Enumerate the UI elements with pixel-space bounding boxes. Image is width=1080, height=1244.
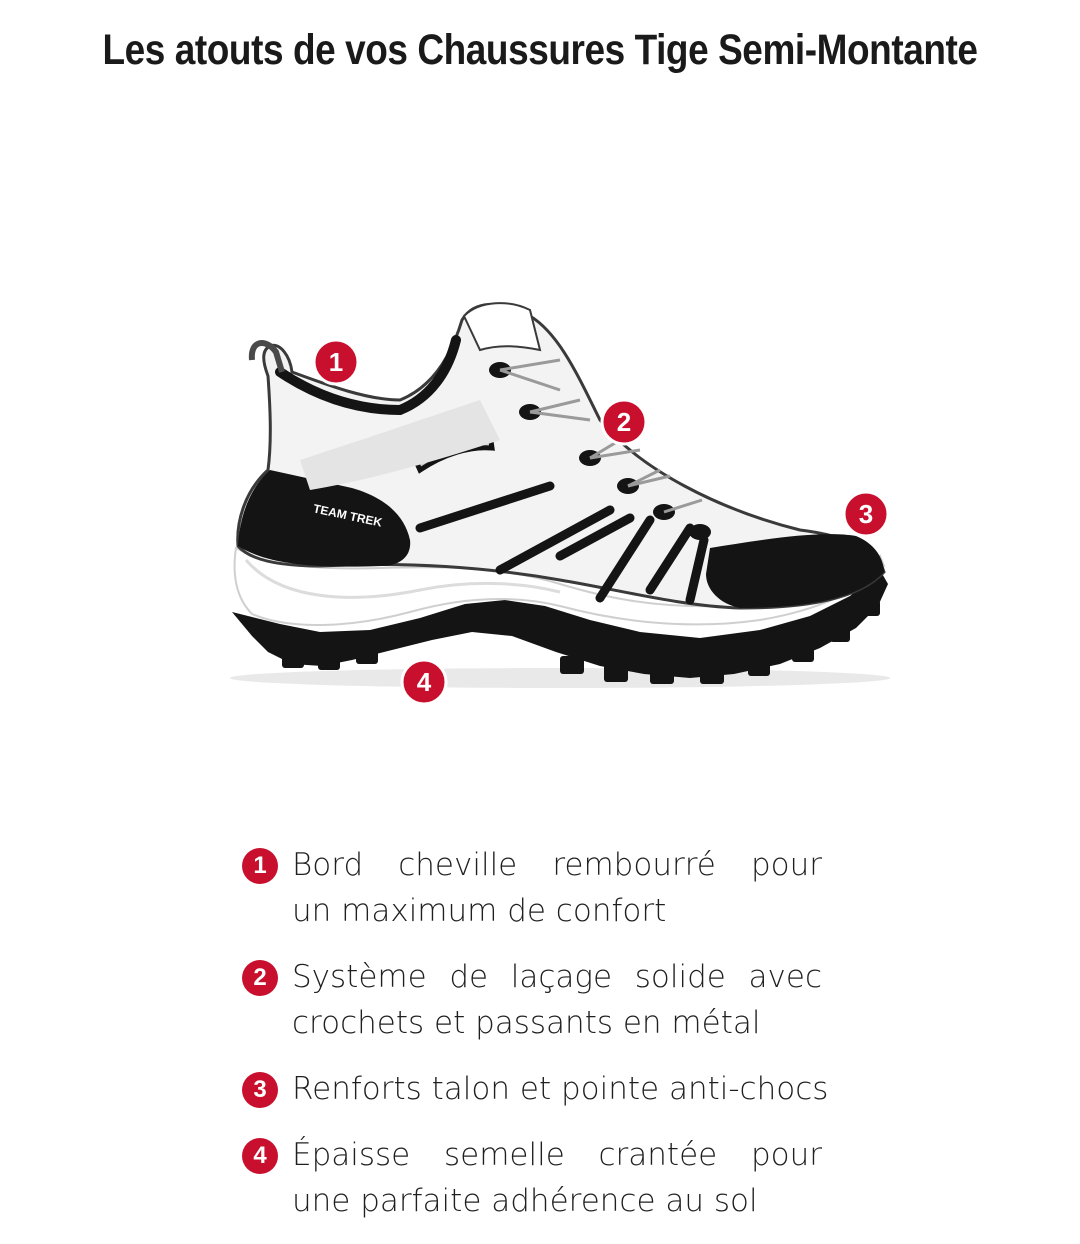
feature-item-1: [242, 842, 822, 934]
feature-text-line: Épaisse semelle crantée pour: [292, 1137, 822, 1173]
feature-text-line: Système de laçage solide avec: [292, 959, 822, 995]
feature-number-badge: 3: [242, 1072, 278, 1108]
svg-text:1: 1: [328, 347, 344, 377]
feature-text-line: une parfaite adhérence au sol: [292, 1183, 758, 1219]
feature-number-badge: 2: [242, 960, 278, 996]
page-title: Les atouts de vos Chaussures Tige Semi-Montante: [102, 26, 978, 74]
feature-item-3: [242, 1066, 829, 1112]
feature-text-line: crochets et passants en métal: [292, 1005, 761, 1041]
marker-1: [314, 340, 358, 384]
feature-number-badge: 1: [242, 848, 278, 884]
feature-list: [242, 842, 829, 1244]
svg-text:2: 2: [616, 407, 632, 437]
feature-text-line: un maximum de confort: [292, 893, 667, 929]
marker-4: [402, 660, 446, 704]
brand-logo: TEAM TREK: [311, 501, 384, 530]
marker-2: [602, 400, 646, 444]
feature-text-line: Renforts talon et pointe anti-chocs: [292, 1071, 829, 1107]
feature-item-2: [242, 954, 822, 1046]
svg-text:4: 4: [416, 667, 432, 697]
marker-3: [844, 492, 888, 536]
feature-number-badge: 4: [242, 1138, 278, 1174]
feature-text-line: Bord cheville rembourré pour: [292, 847, 822, 883]
feature-item-4: [242, 1132, 822, 1224]
svg-text:3: 3: [858, 499, 874, 529]
